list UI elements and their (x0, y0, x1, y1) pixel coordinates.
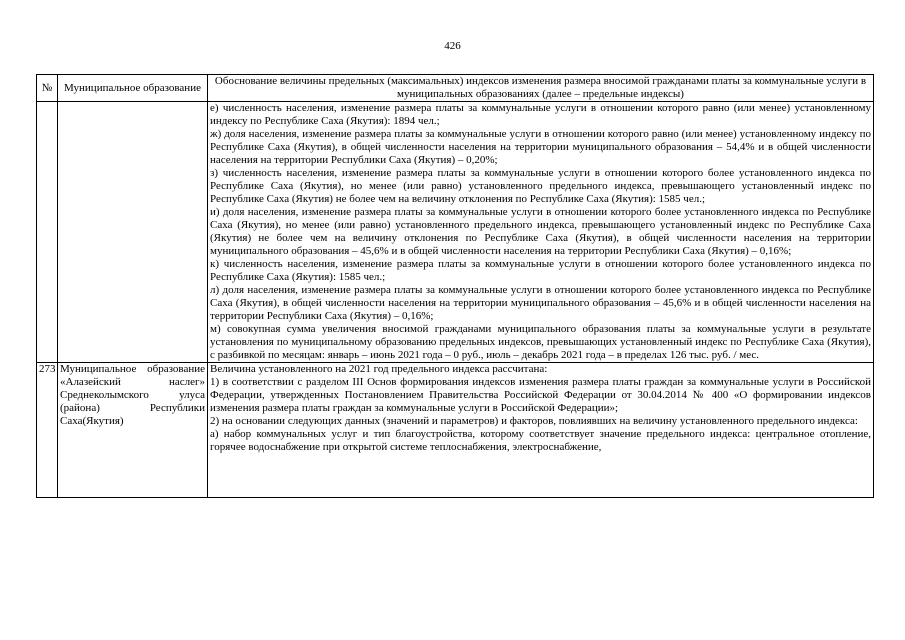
justification-paragraph: л) доля населения, изменение размера платы за коммунальные услуги в отношении которого более установленного индекса по Республике Саха (Якутия), в общей численности населения на территории муниципального образования – 45,6% и в общей численности населения на территории Республики Саха (Якутия) – 0,16%; (210, 284, 871, 322)
table-header-row (37, 75, 874, 102)
indices-table (36, 74, 874, 498)
table-row (37, 102, 874, 363)
header-justification: Обоснование величины предельных (максимальных) индексов изменения размера вносимой гражданами платы за коммунальные услуги в муниципальных образованиях (далее – предельные индексы) (208, 75, 874, 102)
justification-paragraph: 1) в соответствии с разделом III Основ формирования индексов изменения размера платы граждан за коммунальные услуги в Российской Федерации, утвержденных Постановлением Правительства Российской Федерации от 30.04.2014 № 400 «О формировании индексов изменения размера платы граждан за коммунальные услуги в Российской Федерации»; (210, 376, 871, 414)
row-municipality (58, 102, 208, 363)
header-number: № (37, 75, 58, 102)
justification-paragraph: а) набор коммунальных услуг и тип благоустройства, которому соответствует значение предельного индекса: центральное отопление, горячее водоснабжение при открытой системе теплоснабжения, электроснабжение, (210, 428, 871, 453)
page-number: 426 (444, 40, 461, 52)
row-number: 273 (37, 363, 58, 498)
justification-paragraph: Величина установленного на 2021 год предельного индекса рассчитана: (210, 363, 548, 375)
justification-paragraph: з) численность населения, изменение размера платы за коммунальные услуги в отношении которого более установленного индекса по Республике Саха (Якутия), но менее (или равно) установленного предельного индекса, превышающего установленный индекс по Республике Саха (Якутия) не более чем на величину отклонения по Республике Саха (Якутия): 1585 чел.; (210, 167, 871, 205)
row-justification (208, 363, 874, 498)
table-row (37, 363, 874, 498)
justification-paragraph: ж) доля населения, изменение размера платы за коммунальные услуги в отношении которого равно (или менее) установленному индексу по Республике Саха (Якутия), в общей численности населения на территории муниципального образования – 54,4% и в общей численности населения на территории Республики Саха (Якутия) – 0,20%; (210, 128, 871, 166)
justification-paragraph: е) численность населения, изменение размера платы за коммунальные услуги в отношении которого равно (или менее) установленному индексу по Республике Саха (Якутия): 1894 чел.; (210, 102, 871, 127)
row-municipality: Муниципальное образование «Алазейский наслег» Среднеколымского улуса (района) Республики Саха(Якутия) (58, 363, 208, 498)
justification-paragraph: м) совокупная сумма увеличения вносимой гражданами муниципального образования платы за коммунальные услуги в результате установления по муниципальному образованию предельных индексов, превышающих установленный индекс по Республике Саха (Якутия), с разбивкой по месяцам: январь – июнь 2021 года – 0 руб., июль – декабрь 2021 года – в пределах 126 тыс. руб. / мес. (210, 323, 871, 361)
justification-paragraph: 2) на основании следующих данных (значений и параметров) и факторов, повлиявших на величину установленного предельного индекса: (210, 415, 858, 427)
justification-paragraph: и) доля населения, изменение размера платы за коммунальные услуги в отношении которого более установленного индекса по Республике Саха (Якутия), но менее (или равно) установленного предельного индекса, превышающего установленный индекс по Республике Саха (Якутия) не более чем на величину отклонения по Республике Саха (Якутия), в общей численности населения на территории муниципального образования – 45,6% и в общей численности населения на территории Республики Саха (Якутия) – 0,16%; (210, 206, 871, 257)
row-number (37, 102, 58, 363)
row-justification (208, 102, 874, 363)
justification-paragraph: к) численность населения, изменение размера платы за коммунальные услуги в отношении которого более установленного индекса по Республике Саха (Якутия): 1585 чел.; (210, 258, 871, 283)
justification-clip (210, 363, 871, 497)
header-municipality: Муниципальное образование (58, 75, 208, 102)
